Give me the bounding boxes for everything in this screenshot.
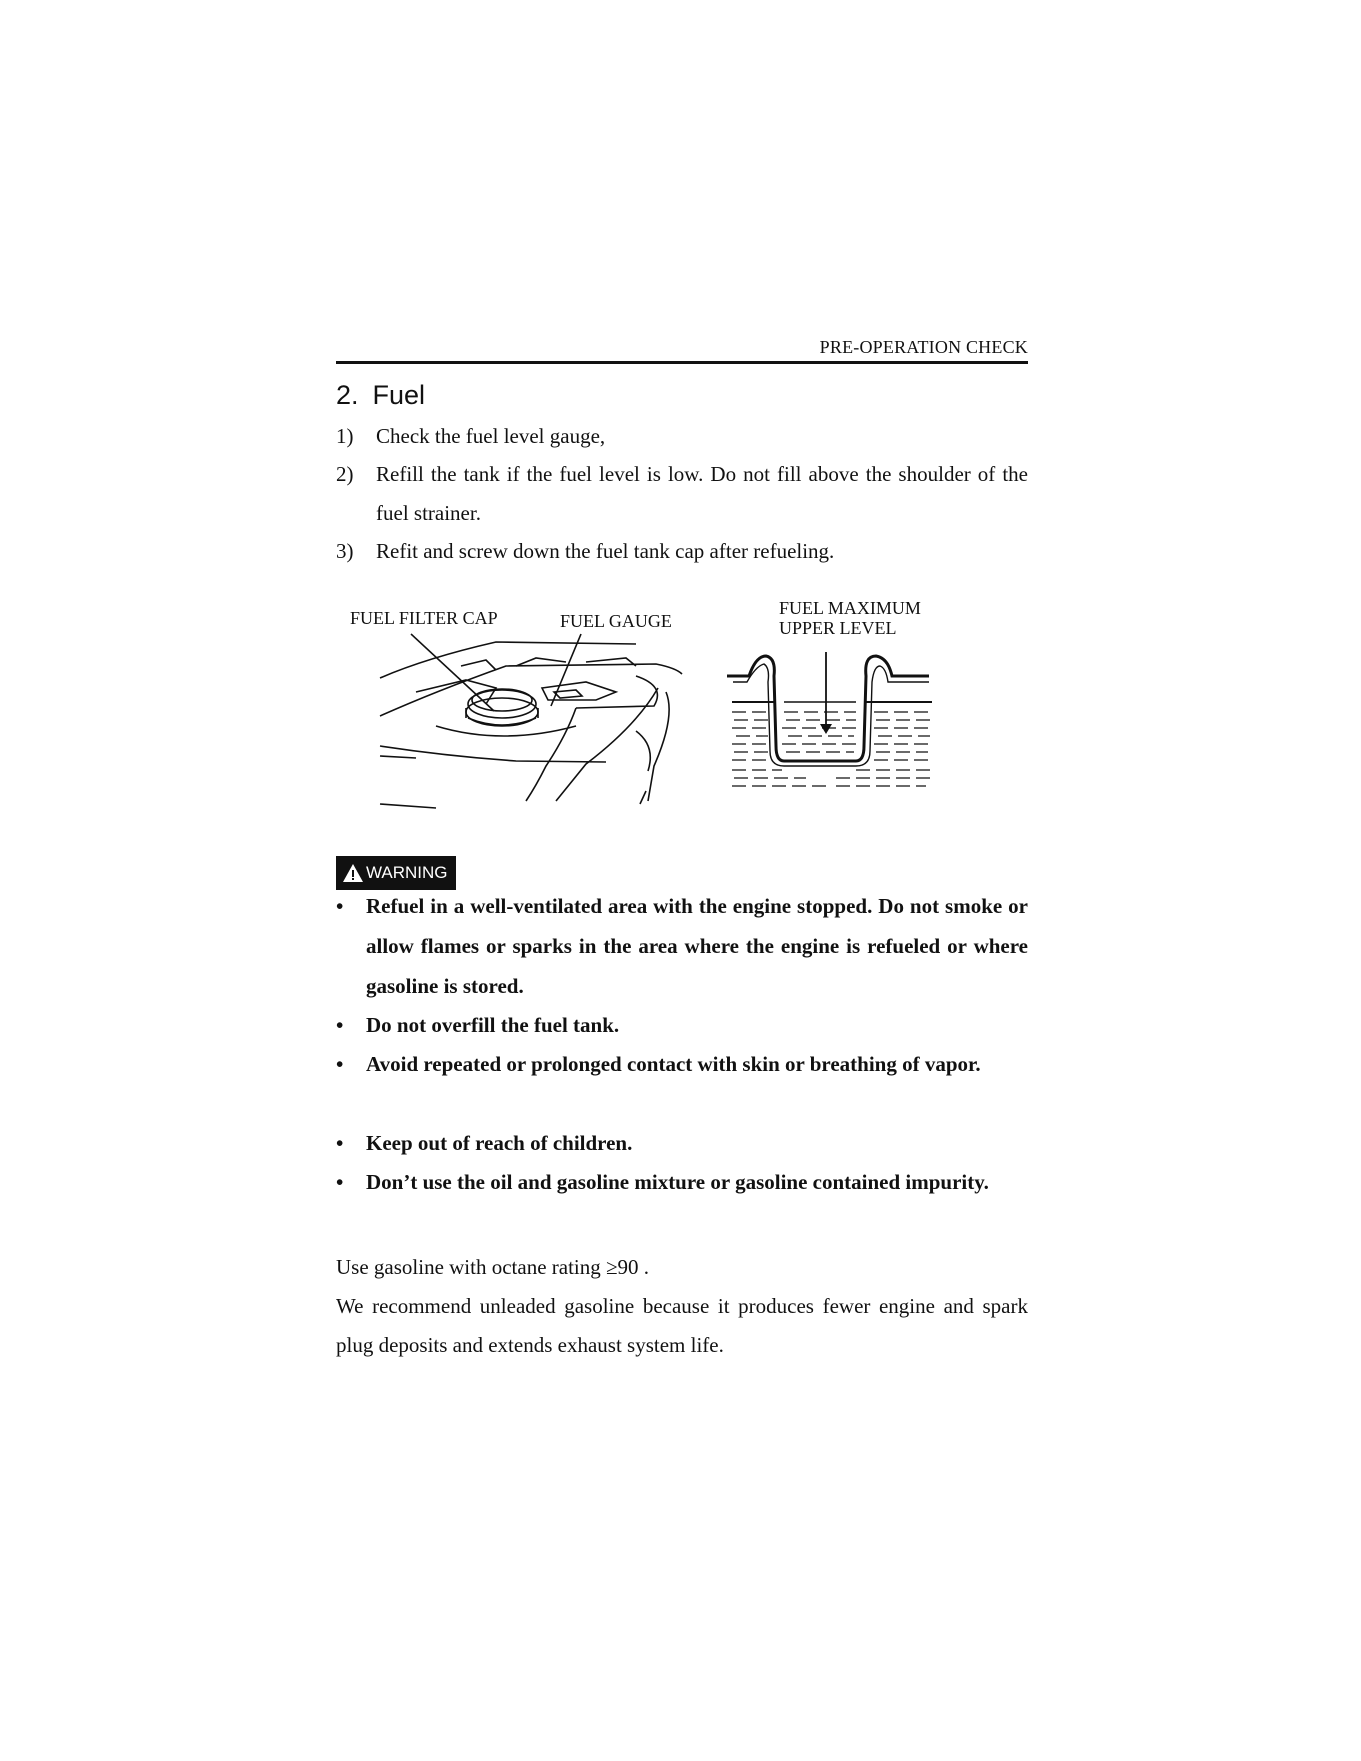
- warning-text: Avoid repeated or prolonged contact with skin or breathing of vapor.: [366, 1052, 981, 1076]
- manual-page: [336, 0, 1028, 1761]
- warning-text: Don’t use the oil and gasoline mixture or gasoline contained impurity.: [366, 1170, 989, 1194]
- step-number: 1): [336, 424, 354, 448]
- unleaded-recommendation: We recommend unleaded gasoline because it produces fewer engine and spark plug deposits and extends exhaust system life.: [336, 1294, 1028, 1357]
- bullet: •: [336, 1013, 344, 1037]
- warning-item-5: [336, 1162, 1028, 1202]
- warning-item-3: [336, 1044, 1028, 1084]
- warning-item-2: [336, 1005, 1028, 1045]
- step-text: Check the fuel level gauge,: [376, 424, 606, 448]
- section-number: 2.: [336, 380, 359, 410]
- label-fuel-gauge: FUEL GAUGE: [560, 611, 672, 631]
- warning-badge-label: WARNING: [366, 863, 448, 882]
- warning-item-4: [336, 1123, 1028, 1163]
- warning-text: Do not overfill the fuel tank.: [366, 1013, 620, 1037]
- step-2: [336, 455, 1028, 533]
- warning-text: Keep out of reach of children.: [366, 1131, 633, 1155]
- bullet: •: [336, 1170, 344, 1194]
- step-number: 2): [336, 462, 354, 486]
- fuel-strainer-drawing: [727, 652, 932, 786]
- section-title: [336, 380, 425, 411]
- fuel-tank-cap-drawing: [380, 634, 682, 808]
- section-name: Fuel: [372, 380, 426, 410]
- octane-note: Use gasoline with octane rating ≥90 .: [336, 1255, 650, 1279]
- step-number: 3): [336, 539, 354, 563]
- warning-triangle-icon: [342, 863, 364, 883]
- warning-badge: [336, 856, 456, 890]
- warning-text: Refuel in a well-ventilated area with the engine stopped. Do not smoke or allow flames or sparks in the area where the engine is refueled or where gasoline is stored.: [366, 894, 1028, 998]
- step-1: [336, 417, 1028, 456]
- header-rule: [336, 361, 1028, 364]
- fuel-figures: [336, 596, 1028, 821]
- label-fuel-filter-cap: FUEL FILTER CAP: [350, 608, 498, 628]
- fuel-tank-illustration: [336, 596, 1028, 821]
- bullet: •: [336, 1131, 344, 1155]
- step-text: Refit and screw down the fuel tank cap after refueling.: [376, 539, 835, 563]
- bullet: •: [336, 1052, 344, 1076]
- step-3: [336, 532, 1028, 571]
- warning-item-1: [336, 886, 1028, 1006]
- bullet: •: [336, 894, 344, 918]
- step-text: Refill the tank if the fuel level is low. Do not fill above the shoulder of the fuel strainer.: [376, 462, 1028, 525]
- running-header: PRE-OPERATION CHECK: [819, 337, 1028, 357]
- label-fuel-max-level: FUEL MAXIMUM UPPER LEVEL: [779, 598, 921, 638]
